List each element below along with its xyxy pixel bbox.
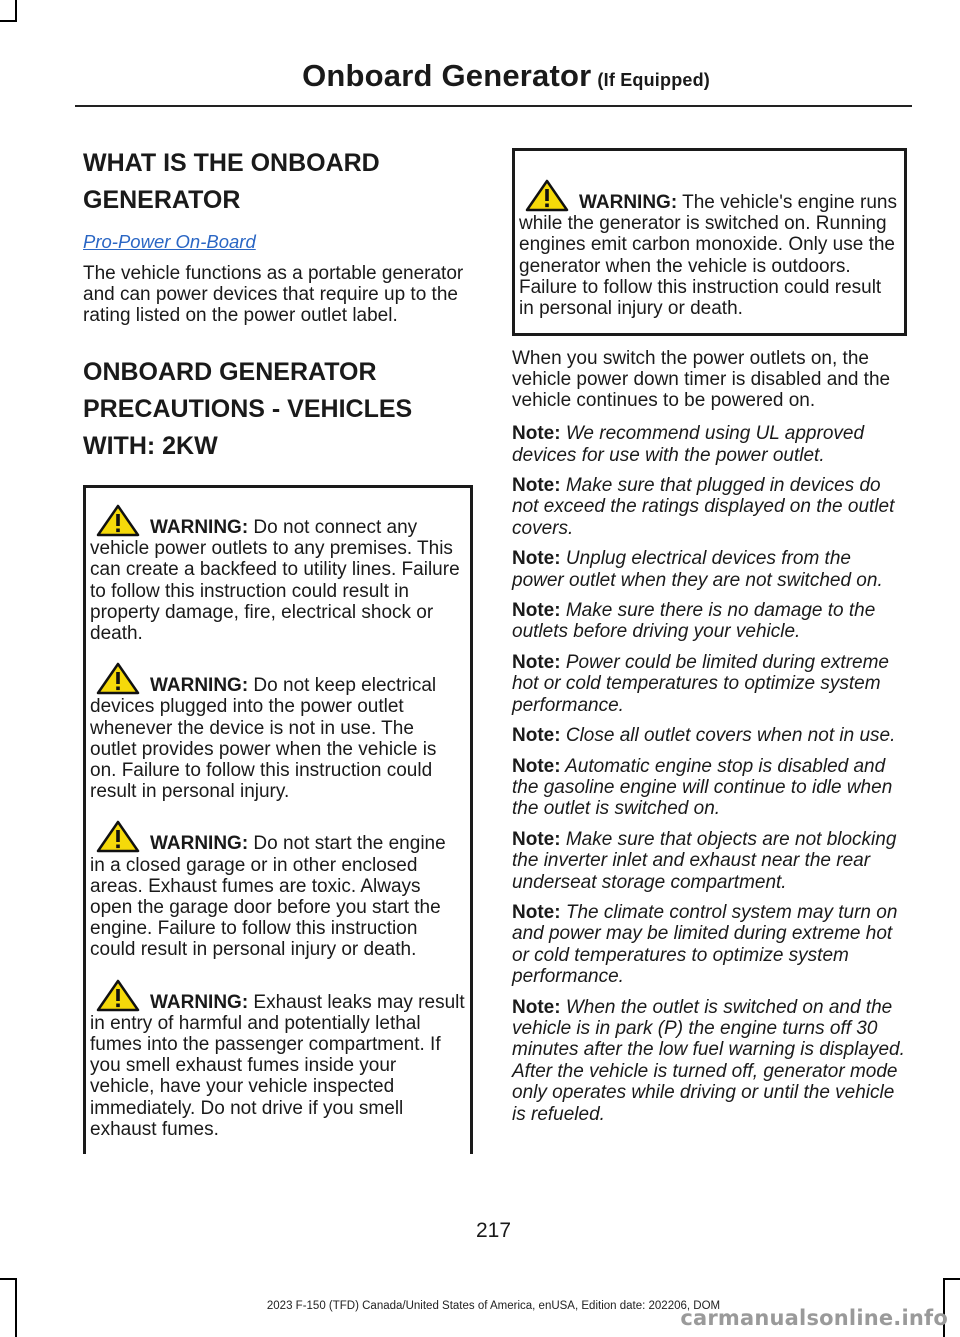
note-item: Note: When the outlet is switched on and the vehicle is in park (P) the engine turns off 30 minutes after the low fuel warning is displayed. After the vehicle is turned off, generator mode only operates while driving or until the vehicle is refueled. xyxy=(512,996,905,1125)
note-item: Note: Automatic engine stop is disabled and the gasoline engine will continue to idle when the outlet is switched on. xyxy=(512,755,893,820)
header-divider xyxy=(75,105,912,107)
page-header xyxy=(302,58,710,94)
header-subtitle: (If Equipped) xyxy=(597,70,710,90)
right-column xyxy=(512,148,907,1134)
note-item: Note: Make sure that plugged in devices do not exceed the ratings displayed on the outlet covers. xyxy=(512,475,895,539)
warning-item: WARNING: Do not keep electrical devices plugged into the power outlet whenever the device is not in use. The outlet provides power when the vehicle is on. Failure to follow this instruction could result in personal injury. xyxy=(90,662,465,802)
power-outlet-paragraph: When you switch the power outlets on, the vehicle power down timer is disabled and the vehicle continues to be powered on. xyxy=(512,348,891,412)
footer-edition: 2023 F-150 (TFD) Canada/United States of America, enUSA, Edition date: 202206, DOM xyxy=(266,1300,721,1312)
warning-triangle-icon xyxy=(525,179,569,212)
note-item: Note: Make sure there is no damage to the outlets before driving your vehicle. xyxy=(512,600,876,643)
section-heading-what-is: WHAT IS THE ONBOARD GENERATOR xyxy=(83,149,380,214)
warning-box xyxy=(83,485,473,1154)
section-heading-precautions: ONBOARD GENERATOR PRECAUTIONS - VEHICLES WITH: 2KW xyxy=(83,358,413,460)
note-item: Note: Unplug electrical devices from the power outlet when they are not switched on. xyxy=(512,548,883,591)
page-number: 217 xyxy=(475,1219,512,1242)
crop-mark xyxy=(943,1278,960,1280)
warning-item: WARNING: Exhaust leaks may result in entry of harmful and potentially lethal fumes into the passenger compartment. If you smell exhaust fumes inside your vehicle, have your vehicle inspected immediately. Do not drive if you smell exhaust fumes. xyxy=(90,979,465,1140)
note-item: Note: We recommend using UL approved devices for use with the power outlet. xyxy=(512,423,865,466)
warning-triangle-icon xyxy=(96,979,140,1012)
note-item: Note: Power could be limited during extreme hot or cold temperatures to optimize system performance. xyxy=(512,651,889,716)
watermark: carmanualsonline.info xyxy=(680,1306,948,1330)
note-item: Note: Close all outlet covers when not in use. xyxy=(512,725,896,747)
warning-triangle-icon xyxy=(96,820,140,853)
warning-item: WARNING: The vehicle's engine runs while the generator is switched on. Running engines emit carbon monoxide. Only use the generator when the vehicle is outdoors. Failure to follow this instruction could result in personal injury or death. xyxy=(519,179,899,319)
intro-paragraph: The vehicle functions as a portable generator and can power devices that require up to the rating listed on the power outlet label. xyxy=(83,263,464,326)
warning-triangle-icon xyxy=(96,662,140,695)
note-item: Note: Make sure that objects are not blocking the inverter inlet and exhaust near the rear underseat storage compartment. xyxy=(512,828,897,893)
crop-mark xyxy=(0,20,17,22)
crop-mark xyxy=(15,0,17,22)
warning-box xyxy=(512,148,907,336)
warning-item: WARNING: Do not connect any vehicle power outlets to any premises. This can create a backfeed to utility lines. Failure to follow this instruction could result in property damage, fire, electrical shock or death. xyxy=(90,504,465,644)
warning-item: WARNING: Do not start the engine in a closed garage or in other enclosed areas. Exhaust fumes are toxic. Always open the garage door before you start the engine. Failure to follow this instruction could result in personal injury or death. xyxy=(90,820,465,960)
crop-mark xyxy=(0,1278,17,1280)
note-item: Note: The climate control system may turn on and power may be limited during extreme hot or cold temperatures to optimize system performance. xyxy=(512,901,898,988)
header-title: Onboard Generator xyxy=(302,58,592,93)
pro-power-link[interactable]: Pro-Power On-Board xyxy=(83,231,256,252)
left-column xyxy=(83,145,473,1154)
warning-triangle-icon xyxy=(96,504,140,537)
